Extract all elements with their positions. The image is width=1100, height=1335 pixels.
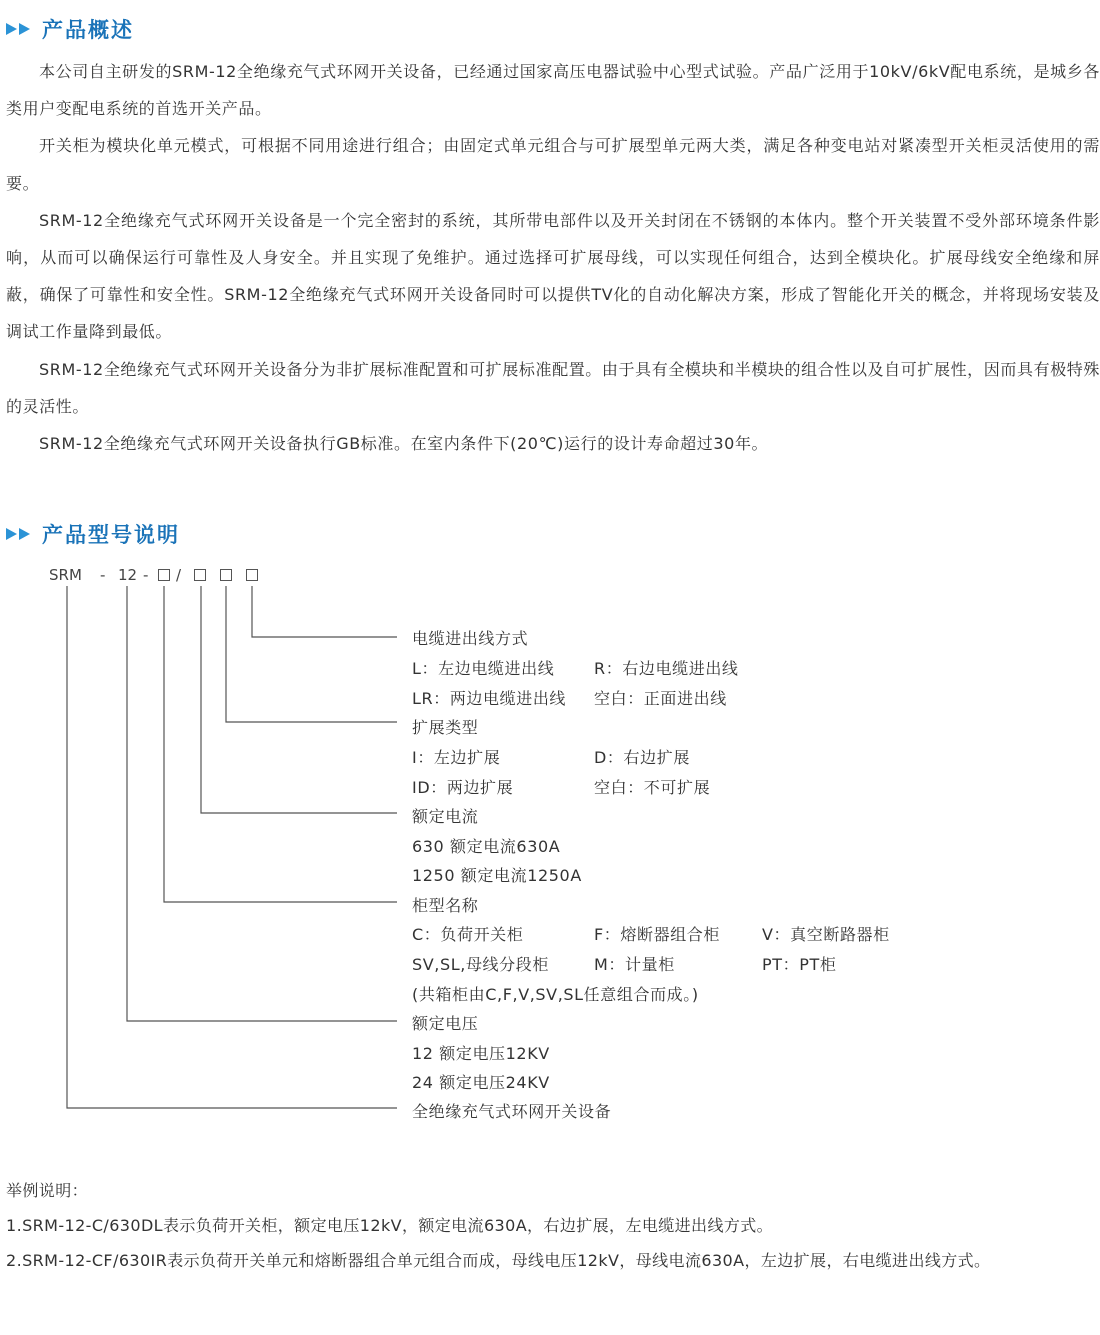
legend-cabinet-note: (共箱柜由C,F,V,SV,SL任意组合而成。) [412, 985, 699, 1004]
intro-paragraph: SRM-12全绝缘充气式环网开关设备是一个完全密封的系统，其所带电部件以及开关封闭在不锈钢的本体内。整个开关装置不受外部环境条件影响，从而可以确保运行可靠性及人身安全。并且实现了免维护。通过选择可扩展母线，可以实现任何组合，达到全模块化。扩展母线安全绝缘和屏蔽，确保了可靠性和安全性。SRM-12全绝缘充气式环网开关设备同时可以提供TV化的自动化解决方案，形成了智能化开关的概念，并将现场安装及调试工作量降到最低。 [6, 210, 1100, 342]
legend-cable-r: R：右边电缆进出线 [594, 659, 739, 678]
legend-ext-id: ID：两边扩展 [412, 778, 514, 797]
legend-cabinet-sv: SV,SL,母线分段柜 [412, 955, 549, 974]
legend-cable-lr: LR：两边电缆进出线 [412, 689, 567, 708]
legend-voltage-12: 12 额定电压12KV [412, 1044, 550, 1063]
legend-voltage-24: 24 额定电压24KV [412, 1073, 550, 1092]
intro-paragraph: 本公司自主研发的SRM-12全绝缘充气式环网开关设备，已经通过国家高压电器试验中心型式试验。产品广泛用于10kV/6kV配电系统，是城乡各类用户变配电系统的首选开关产品。 [6, 62, 1100, 119]
connector-voltage [127, 586, 397, 1021]
legend-cable-l: L：左边电缆进出线 [412, 659, 555, 678]
legend-ext-i: I：左边扩展 [412, 748, 501, 767]
intro-paragraph: SRM-12全绝缘充气式环网开关设备执行GB标准。在室内条件下(20℃)运行的设计寿命超过30年。 [39, 434, 769, 454]
legend-cabinet-m: M：计量柜 [594, 955, 675, 974]
connector-product [67, 586, 397, 1108]
example-line-2: 2.SRM-12-CF/630IR表示负荷开关单元和熔断器组合单元组合而成，母线电压12kV，母线电流630A，左边扩展，右电缆进出线方式。 [6, 1251, 991, 1270]
legend-cabinet-pt: PT：PT柜 [762, 955, 837, 974]
section-title-model: 产品型号说明 [42, 523, 180, 547]
model-dash: - [143, 566, 149, 584]
legend-heading-product: 全绝缘充气式环网开关设备 [412, 1102, 612, 1121]
legend-heading-extension: 扩展类型 [412, 718, 479, 737]
intro-paragraph: SRM-12全绝缘充气式环网开关设备分为非扩展标准配置和可扩展标准配置。由于具有全模块和半模块的组合性以及自可扩展性，因而具有极特殊的灵活性。 [6, 359, 1100, 416]
legend-cabinet-v: V：真空断路器柜 [762, 925, 890, 944]
connector-cabinet [164, 586, 397, 902]
model-prefix: SRM [49, 566, 82, 584]
model-voltage-code: 12 [118, 566, 138, 584]
legend-cabinet-c: C：负荷开关柜 [412, 925, 524, 944]
section-title-overview: 产品概述 [42, 18, 134, 42]
legend-ext-d: D：右边扩展 [594, 748, 690, 767]
model-dash: - [100, 566, 106, 584]
legend-cable-blank: 空白：正面进出线 [594, 689, 727, 708]
legend-heading-cabinet: 柜型名称 [412, 896, 479, 915]
legend-heading-cable: 电缆进出线方式 [412, 629, 529, 648]
connector-cable [252, 586, 397, 637]
legend-ext-blank: 空白：不可扩展 [594, 778, 711, 797]
intro-paragraph: 开关柜为模块化单元模式，可根据不同用途进行组合；由固定式单元组合与可扩展型单元两大类，满足各种变电站对紧凑型开关柜灵活使用的需要。 [6, 136, 1100, 193]
connector-current [201, 586, 397, 813]
legend-heading-voltage: 额定电压 [412, 1014, 479, 1033]
example-line-1: 1.SRM-12-C/630DL表示负荷开关柜，额定电压12kV，额定电流630A，右边扩展，左电缆进出线方式。 [6, 1216, 774, 1235]
examples-heading: 举例说明： [6, 1181, 89, 1200]
legend-heading-current: 额定电流 [412, 807, 479, 826]
legend-current-1250: 1250 额定电流1250A [412, 866, 582, 885]
model-slash: / [176, 566, 182, 584]
legend-current-630: 630 额定电流630A [412, 837, 561, 856]
legend-cabinet-f: F：熔断器组合柜 [594, 925, 721, 944]
